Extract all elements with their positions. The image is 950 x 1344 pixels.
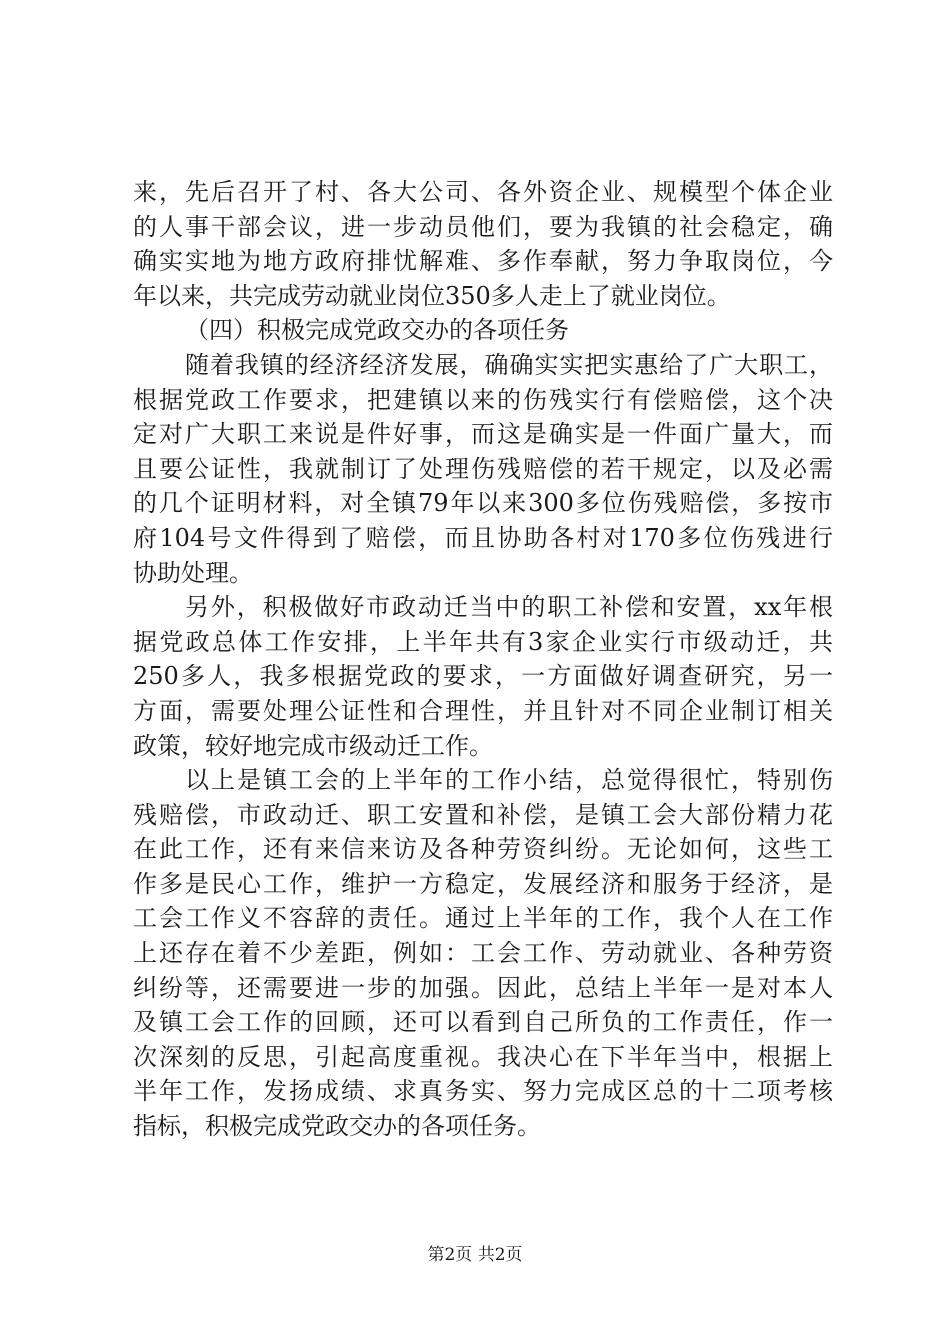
page-footer: 第2页 共2页 — [427, 1245, 523, 1265]
text-line: 协助处理。 — [133, 558, 253, 587]
text-line: 政策，较好地完成市级动迁工作。 — [133, 731, 493, 760]
document-body — [133, 175, 833, 1144]
paragraph-first-line: 另外，积极做好市政动迁当中的职工补偿和安置，xx年根 — [185, 593, 833, 622]
text-line: 府104号文件得到了赔偿，而且协助各村对170多位伤残进行 — [133, 523, 833, 552]
paragraph-first-line: 以上是镇工会的上半年的工作小结，总觉得很忙，特别伤 — [185, 766, 833, 795]
text-line: 次深刻的反思，引起高度重视。我决心在下半年当中，根据上 — [133, 1042, 833, 1071]
text-line: 在此工作，还有来信来访及各种劳资纠纷。无论如何，这些工 — [133, 835, 833, 864]
text-line: 工会工作义不容辞的责任。通过上半年的工作，我个人在工作 — [133, 904, 833, 933]
text-line: 且要公证性，我就制订了处理伤残赔偿的若干规定，以及必需 — [133, 454, 833, 483]
text-line: 半年工作，发扬成绩、求真务实、努力完成区总的十二项考核 — [133, 1077, 833, 1106]
text-line: 确实实地为地方政府排忧解难、多作奉献，努力争取岗位，今 — [133, 247, 833, 276]
text-line: 残赔偿，市政动迁、职工安置和补偿，是镇工会大部份精力花 — [133, 800, 833, 829]
section-heading: （四）积极完成党政交办的各项任务 — [185, 316, 569, 345]
text-line: 定对广大职工来说是件好事，而这是确实是一件面广量大，而 — [133, 420, 833, 449]
text-line: 250多人，我多根据党政的要求，一方面做好调查研究，另一 — [133, 662, 833, 691]
text-line: 据党政总体工作安排，上半年共有3家企业实行市级动迁，共 — [133, 627, 833, 656]
text-line: 的人事干部会议，进一步动员他们，要为我镇的社会稳定，确 — [133, 212, 833, 241]
text-line: 作多是民心工作，维护一方稳定，发展经济和服务于经济，是 — [133, 869, 833, 898]
paragraph-first-line: 随着我镇的经济经济发展，确确实实把实惠给了广大职工， — [185, 350, 833, 379]
text-line: 来，先后召开了村、各大公司、各外资企业、规模型个体企业 — [133, 178, 833, 206]
text-line: 纠纷等，还需要进一步的加强。因此，总结上半年一是对本人 — [133, 973, 833, 1002]
text-line: 根据党政工作要求，把建镇以来的伤残实行有偿赔偿，这个决 — [133, 385, 833, 414]
text-line: 上还存在着不少差距，例如：工会工作、劳动就业、各种劳资 — [133, 939, 833, 968]
text-line: 方面，需要处理公证性和合理性，并且针对不同企业制订相关 — [133, 696, 833, 725]
text-line: 及镇工会工作的回顾，还可以看到自己所负的工作责任，作一 — [133, 1008, 833, 1037]
text-line: 指标，积极完成党政交办的各项任务。 — [133, 1112, 541, 1141]
text-line: 的几个证明材料，对全镇79年以来300多位伤残赔偿，多按市 — [133, 489, 833, 518]
text-line: 年以来，共完成劳动就业岗位350多人走上了就业岗位。 — [133, 281, 731, 310]
